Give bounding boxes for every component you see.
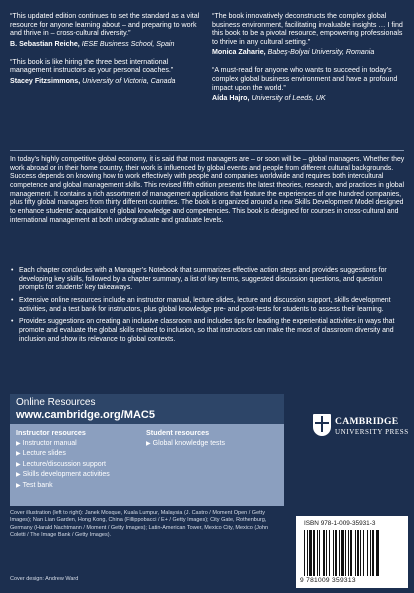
quote-affiliation: University of Leeds, UK bbox=[251, 94, 326, 103]
resource-item bbox=[16, 449, 110, 459]
arrow-right-icon: ▶ bbox=[146, 441, 151, 447]
resource-label: Global knowledge tests bbox=[152, 440, 226, 447]
quote-attribution bbox=[10, 40, 202, 49]
feature-text: Extensive online resources include an instructor manual, lecture slides, lecture and discussion support, skills development activities, and a test bank for instructors, plus global knowledge pre- and post-tests for students to assess their learning. bbox=[19, 296, 391, 313]
resource-label: Test bank bbox=[22, 481, 53, 489]
resource-item bbox=[16, 470, 110, 480]
quote-person: B. Sebastian Reiche, bbox=[10, 39, 80, 48]
endorsement-quote bbox=[212, 12, 408, 57]
online-resources-header bbox=[10, 394, 284, 424]
bullet-glyph: • bbox=[11, 296, 14, 304]
endorsement-quote bbox=[212, 66, 408, 103]
feature-list-item bbox=[10, 297, 408, 314]
quote-person: Aída Hajro, bbox=[212, 94, 250, 103]
endorsements-left-column bbox=[10, 12, 202, 95]
barcode-bars bbox=[304, 530, 400, 576]
quote-person: Stacey Fitzsimmons, bbox=[10, 76, 81, 85]
endorsements bbox=[0, 12, 414, 148]
barcode-digits: 9 781009 359313 bbox=[300, 577, 356, 584]
feature-list-item bbox=[10, 267, 408, 293]
resource-item bbox=[16, 481, 110, 491]
isbn-label: ISBN 978-1-009-35931-3 bbox=[304, 520, 376, 527]
quote-text: “The book innovatively deconstructs the complex global business environment, facilitating invaluable insights … I find this book to be a pivotal resource, empowering professionals to thrive in any cultural setting.” bbox=[212, 12, 403, 46]
resource-item bbox=[16, 439, 110, 449]
publisher-subtitle: UNIVERSITY PRESS bbox=[335, 428, 409, 436]
cover-credits: Cover illustration (left to right): Janek Mosque, Kuala Lumpur, Malaysia (J. Castro / Moment Open / Getty Images); Nan Lian Garden, Hong Kong, China (Fillippobacci / E+ / Getty Images); City Gate, Rothenburg, Germany (Harald Nachtmann / Moment / Getty Images); Latin-American Tower, Mexico City, Mexico (John Coletti / The Image Bank / Getty Images). bbox=[10, 510, 269, 539]
quote-attribution bbox=[212, 48, 408, 57]
section-divider bbox=[10, 150, 404, 151]
quote-affiliation: University of Victoria, Canada bbox=[82, 76, 176, 85]
instructor-resources-heading: Instructor resources bbox=[16, 428, 86, 437]
quote-person: Monica Zaharie, bbox=[212, 48, 266, 57]
quote-attribution bbox=[10, 77, 202, 86]
student-resources bbox=[146, 428, 225, 449]
arrow-right-icon: ▶ bbox=[16, 482, 21, 489]
cover-design-credit: Cover design: Andrew Ward bbox=[10, 576, 79, 582]
cambridge-logo bbox=[313, 414, 409, 444]
arrow-right-icon: ▶ bbox=[16, 451, 21, 458]
quote-text: “A must-read for anyone who wants to succeed in today’s complex global business environment and have a profound impact upon the world.” bbox=[212, 66, 398, 92]
quote-text: “This book is like hiring the three best international management instructors as your personal coaches.” bbox=[10, 57, 174, 75]
resource-item bbox=[146, 439, 225, 449]
feature-list bbox=[10, 267, 408, 348]
resource-label: Lecture slides bbox=[22, 450, 66, 458]
book-description: In today’s highly competitive global economy, it is said that most managers are – or soon will be – global managers. Whether they work abroad or in their home country, their work is influenced by global events and people from different cultural backgrounds. Success depends on knowing how to work effectively with people and companies worldwide and requires both intercultural competence and global management skills. This revised fifth edition presents the latest theories, research, and practices in global management. It contains a rich assortment of management applications that feature the experiences of one hundred companies, plus fifty global managers from thirty different countries. The book is organized around a new Skills Development Model designed to enhance students’ acquisition of global knowledge and competencies. This book is designed for courses in cross-cultural and international management at both undergraduate and graduate levels. bbox=[10, 156, 405, 224]
online-resources-title: Online Resources bbox=[16, 397, 96, 408]
feature-text: Provides suggestions on creating an inclusive classroom and includes tips for leading the experiential activities in ways that promote and evaluate the global skills related to inclusion, so that instructors can make the most of classroom diversity and inclusion and show its relevance to global contexts. bbox=[19, 318, 395, 343]
student-resources-heading: Student resources bbox=[146, 428, 210, 437]
quote-text: “This updated edition continues to set the standard as a vital resource for anyone learning about – and preparing to work and thrive in – cross-cultural diversity.” bbox=[10, 12, 200, 38]
online-resources-url[interactable]: www.cambridge.org/MAC5 bbox=[16, 409, 155, 421]
resource-label: Skills development activities bbox=[22, 471, 110, 479]
quote-affiliation: Babeş-Bolyai University, Romania bbox=[267, 48, 375, 57]
arrow-right-icon: ▶ bbox=[16, 472, 21, 479]
resource-item bbox=[16, 460, 110, 470]
bullet-glyph: • bbox=[11, 267, 14, 274]
feature-text: Each chapter concludes with a Manager’s Notebook that summarizes effective action steps and provides suggestions for developing key skills, followed by a chapter summary, a list of key terms, suggested discussion questions, and question prompts for students’ key takeaways. bbox=[19, 267, 387, 292]
endorsements-right-column bbox=[212, 12, 408, 112]
feature-list-item bbox=[10, 318, 408, 344]
quote-attribution bbox=[212, 94, 408, 103]
quote-affiliation: IESE Business School, Spain bbox=[81, 39, 175, 48]
instructor-resources bbox=[16, 428, 110, 491]
arrow-right-icon: ▶ bbox=[16, 441, 21, 447]
resource-label: Lecture/discussion support bbox=[22, 460, 106, 468]
endorsement-quote bbox=[10, 12, 202, 49]
online-resources-box bbox=[10, 394, 284, 506]
publisher-name: CAMBRIDGE bbox=[335, 416, 399, 427]
isbn-barcode bbox=[296, 516, 408, 588]
bullet-glyph: • bbox=[11, 318, 14, 326]
endorsement-quote bbox=[10, 58, 202, 86]
arrow-right-icon: ▶ bbox=[16, 461, 21, 468]
resource-label: Instructor manual bbox=[22, 440, 77, 447]
crest-icon bbox=[313, 414, 331, 436]
